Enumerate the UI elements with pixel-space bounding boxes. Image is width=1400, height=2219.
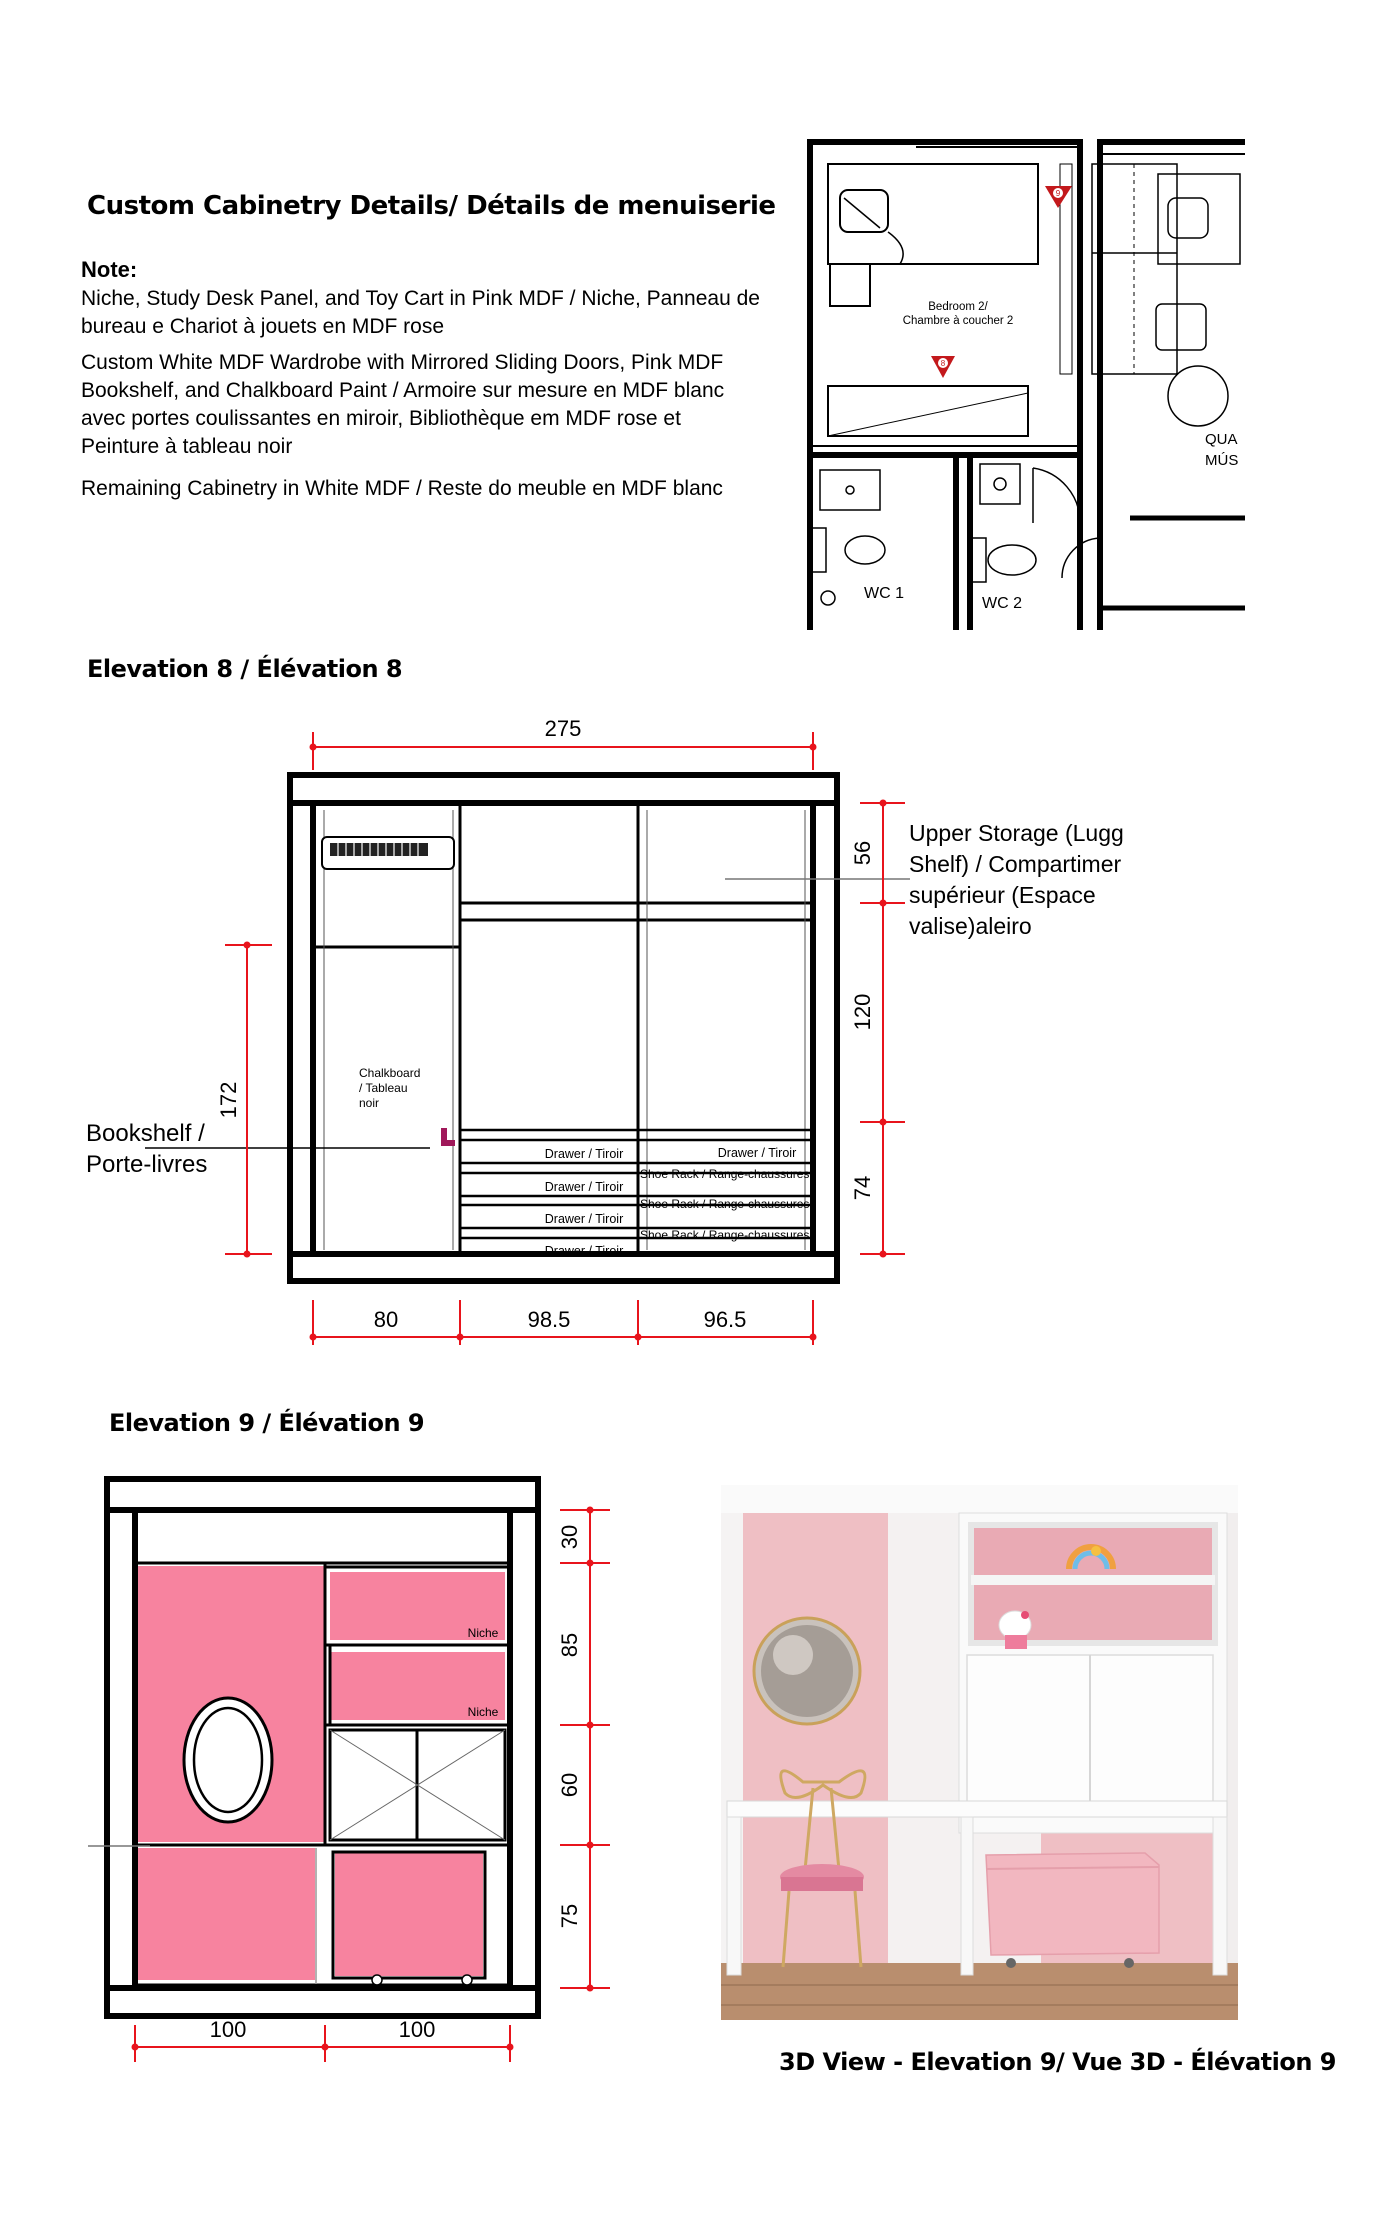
svg-text:Porte-livres: Porte-livres [86, 1151, 208, 1178]
floorplan-bedroom-label: Bedroom 2/ [928, 301, 988, 313]
dim-label: 100 [398, 2017, 436, 2042]
dim-label: 98.5 [527, 1307, 571, 1332]
svg-text:/ Tableau: / Tableau [359, 1081, 408, 1095]
dim-label: 100 [209, 2017, 247, 2042]
dim-label: 75 [557, 1903, 582, 1929]
note-item: Niche, Study Desk Panel, and Toy Cart in Pink MDF / Niche, Panneau de bureau e Chariot à jouets en MDF rose [81, 287, 760, 338]
elevation9-heading: Elevation 9 / Élévation 9 [109, 1409, 425, 1437]
dim-label: 60 [557, 1772, 582, 1798]
dim-label: 96.5 [703, 1307, 747, 1332]
render-3d [721, 1485, 1238, 2020]
svg-text:9: 9 [1055, 189, 1061, 198]
upper-storage-callout [909, 820, 1124, 939]
dim-label: 120 [850, 993, 875, 1031]
svg-text:Upper Storage (Lugg: Upper Storage (Lugg [909, 820, 1124, 846]
shoe-rack-label: Shoe Rack / Range-chaussures [640, 1228, 810, 1242]
elevation8-heading: Elevation 8 / Élévation 8 [87, 655, 403, 683]
chalkboard-label [359, 1066, 420, 1110]
round-mirror-icon [754, 1618, 860, 1724]
floorplan-bedroom-label-fr: Chambre à coucher 2 [902, 315, 1014, 327]
elevation8-drawing [80, 705, 1180, 1345]
note-item: Custom White MDF Wardrobe with Mirrored Sliding Doors, Pink MDF Bookshelf, and Chalkboard Paint / Armoire sur mesure en MDF blanc avec portes coulissantes en miroir, Bibliothèque em MDF rose et Peinture à tableau noir [81, 351, 725, 458]
notes-block [81, 257, 761, 503]
niche-label: Niche [467, 1705, 499, 1719]
dim-label: 30 [557, 1524, 582, 1550]
oval-mirror-icon [184, 1698, 272, 1822]
svg-text:Shelf) / Compartimer: Shelf) / Compartimer [909, 851, 1122, 877]
drawer-label: Drawer / Tiroir [717, 1146, 797, 1160]
page-title: Custom Cabinetry Details/ Détails de menuiserie [87, 191, 776, 221]
dim-label: 56 [850, 840, 875, 866]
floorplan-wc1-label: WC 1 [864, 585, 904, 602]
elevation-marker-8 [931, 356, 955, 378]
elevation9-drawing [80, 1470, 630, 2070]
shoe-rack-label: Shoe Rack / Range-chaussures [640, 1167, 810, 1181]
floorplan-room-label: QUA [1205, 431, 1238, 448]
drawer-label: Drawer / Tiroir [544, 1180, 624, 1194]
render-caption: 3D View - Elevation 9/ Vue 3D - Élévation 9 [779, 2048, 1336, 2076]
svg-text:Bookshelf /: Bookshelf / [86, 1120, 205, 1147]
dim-label: 80 [373, 1307, 399, 1332]
drawer-label: Drawer / Tiroir [544, 1244, 624, 1258]
floorplan-room-label: MÚS [1205, 452, 1239, 469]
drawer-label: Drawer / Tiroir [544, 1147, 624, 1161]
dim-label: 172 [216, 1081, 241, 1119]
svg-text:Chalkboard: Chalkboard [359, 1066, 421, 1080]
note-item: Remaining Cabinetry in White MDF / Reste do meuble en MDF blanc [81, 477, 723, 500]
dim-label: 85 [557, 1632, 582, 1658]
svg-text:noir: noir [359, 1096, 380, 1110]
niche-label: Niche [467, 1626, 499, 1640]
dim-label: 275 [544, 716, 582, 741]
floor-plan [800, 138, 1245, 630]
toy-cart-icon [986, 1853, 1159, 1968]
svg-text:8: 8 [940, 359, 946, 368]
drawer-label: Drawer / Tiroir [544, 1212, 624, 1226]
bookshelf-callout [86, 1120, 207, 1178]
shoe-rack-label: Shoe Rack / Range-chaussures [640, 1197, 810, 1211]
notes-heading: Note: [81, 257, 138, 282]
svg-text:supérieur (Espace: supérieur (Espace [909, 882, 1096, 908]
dim-label: 74 [850, 1175, 875, 1201]
air-conditioner-icon [322, 837, 454, 869]
svg-text:valise)aleiro: valise)aleiro [909, 913, 1032, 939]
floorplan-wc2-label: WC 2 [982, 595, 1022, 612]
elevation-marker-9 [1045, 186, 1072, 208]
